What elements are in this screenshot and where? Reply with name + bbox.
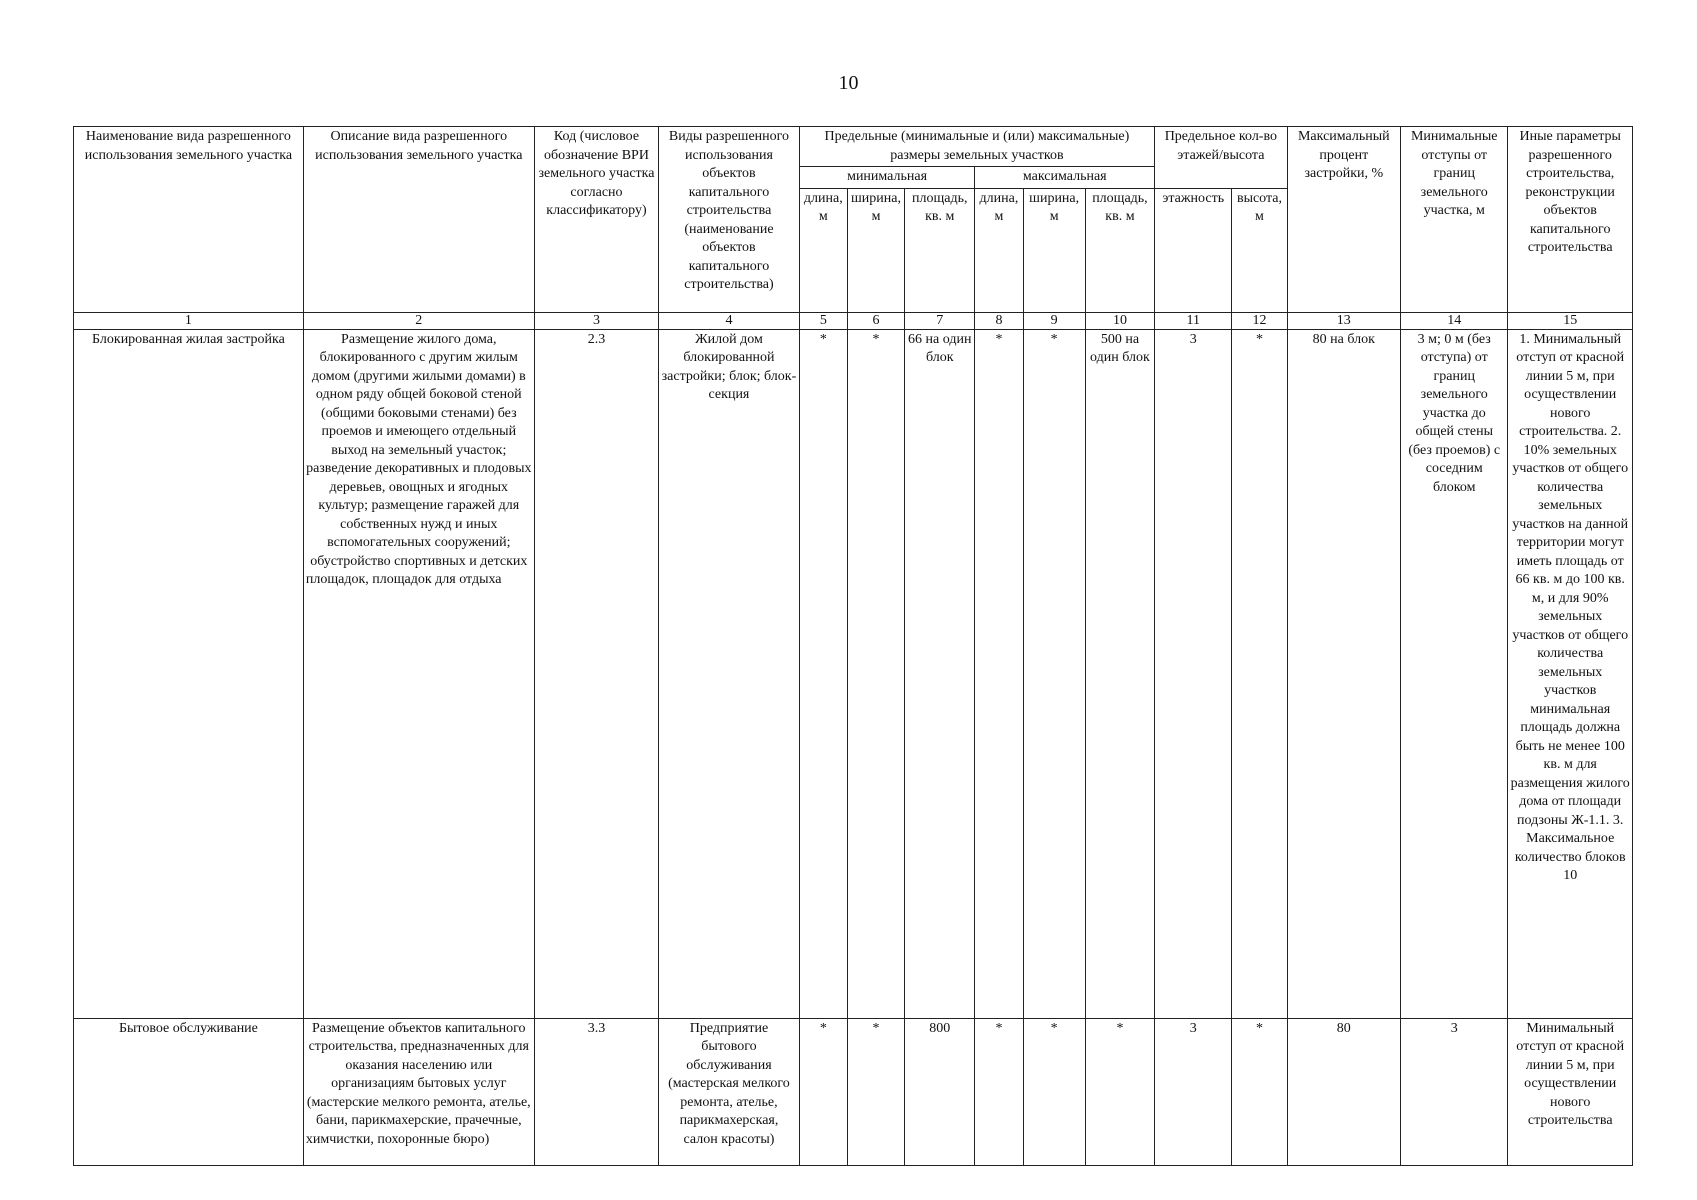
max-length: * [975,1018,1023,1165]
floors: 3 [1155,1018,1232,1165]
setbacks: 3 м; 0 м (без отступа) от границ земельного участка до общей стены (без проемов) с соседним блоком [1401,329,1508,1018]
page-number: 10 [838,72,859,94]
use-description: Размещение жилого дома, блокированного с другим жилым домом (другими жилыми домами) в одном ряду общей боковой стеной (общими боковыми стенами) без проемов и имеющего отдельный выход на земельный участок; разведение декоративных и плодовых деревьев, овощных и ягодных культур; размещение гаражей для собственных нужд и иных вспомогательных сооружений; обустройство спортивных и детских площадок, площадок для отдыха [303,329,534,1018]
use-code: 2.3 [534,329,658,1018]
max-percent: 80 [1287,1018,1400,1165]
height: * [1232,329,1287,1018]
min-area: 66 на один блок [905,329,975,1018]
header-plot-sizes: Предельные (минимальные и (или) максимальные) размеры земельных участков [799,127,1154,167]
header-max-width: ширина, м [1023,188,1085,312]
table-row [74,329,1633,1018]
min-width: * [847,1018,904,1165]
min-length: * [799,1018,847,1165]
header-floors-height: Предельное кол-во этажей/высота [1155,127,1288,189]
column-numbers-row [74,312,1633,329]
column-number: 2 [303,312,534,329]
table-row [74,1018,1633,1165]
use-name: Блокированная жилая застройка [74,329,304,1018]
header-height: высота, м [1232,188,1287,312]
capital-objects: Жилой дом блокированной застройки; блок; блок-секция [659,329,800,1018]
max-length: * [975,329,1023,1018]
column-number: 14 [1401,312,1508,329]
use-description: Размещение объектов капитального строительства, предназначенных для оказания населению или организациям бытовых услуг (мастерские мелкого ремонта, ателье, бани, парикмахерские, прачечные, химчистки, похоронные бюро) [303,1018,534,1165]
column-number: 8 [975,312,1023,329]
header-max-area: площадь, кв. м [1085,188,1154,312]
use-name: Бытовое обслуживание [74,1018,304,1165]
header-name: Наименование вида разрешенного использования земельного участка [74,127,304,313]
header-maximal: максимальная [975,167,1155,189]
max-width: * [1023,1018,1085,1165]
header-capital-objects: Виды разрешенного использования объектов капитального строительства (наименование объектов капитального строительства) [659,127,800,313]
column-number: 12 [1232,312,1287,329]
min-width: * [847,329,904,1018]
column-number: 7 [905,312,975,329]
land-use-regulations-table [73,126,1633,1166]
column-number: 4 [659,312,800,329]
header-description: Описание вида разрешенного использования земельного участка [303,127,534,313]
max-area: * [1085,1018,1154,1165]
header-max-percent: Максимальный процент застройки, % [1287,127,1400,313]
header-min-length: длина, м [799,188,847,312]
max-area: 500 на один блок [1085,329,1154,1018]
column-number: 5 [799,312,847,329]
use-code: 3.3 [534,1018,658,1165]
header-other-params: Иные параметры разрешенного строительства, реконструкции объектов капитального строительства [1508,127,1633,313]
header-max-length: длина, м [975,188,1023,312]
column-number: 9 [1023,312,1085,329]
header-floors: этажность [1155,188,1232,312]
min-length: * [799,329,847,1018]
column-number: 1 [74,312,304,329]
max-width: * [1023,329,1085,1018]
capital-objects: Предприятие бытового обслуживания (мастерская мелкого ремонта, ателье, парикмахерская, салон красоты) [659,1018,800,1165]
min-area: 800 [905,1018,975,1165]
other-params: 1. Минимальный отступ от красной линии 5 м, при осуществлении нового строительства. 2. 10% земельных участков от общего количества земельных участков на данной территории могут иметь площадь от 66 кв. м до 100 кв. м, и для 90% земельных участков от общего количества земельных участков минимальная площадь должна быть не менее 100 кв. м для размещения жилого дома от площади подзоны Ж-1.1. 3. Максимальное количество блоков 10 [1508,329,1633,1018]
column-number: 13 [1287,312,1400,329]
header-min-area: площадь, кв. м [905,188,975,312]
header-code: Код (числовое обозначение ВРИ земельного участка согласно классификатору) [534,127,658,313]
column-number: 10 [1085,312,1154,329]
floors: 3 [1155,329,1232,1018]
column-number: 11 [1155,312,1232,329]
other-params: Минимальный отступ от красной линии 5 м, при осуществлении нового строительства [1508,1018,1633,1165]
height: * [1232,1018,1287,1165]
column-number: 6 [847,312,904,329]
column-number: 15 [1508,312,1633,329]
header-minimal: минимальная [799,167,975,189]
header-setbacks: Минимальные отступы от границ земельного участка, м [1401,127,1508,313]
column-number: 3 [534,312,658,329]
max-percent: 80 на блок [1287,329,1400,1018]
setbacks: 3 [1401,1018,1508,1165]
header-min-width: ширина, м [847,188,904,312]
